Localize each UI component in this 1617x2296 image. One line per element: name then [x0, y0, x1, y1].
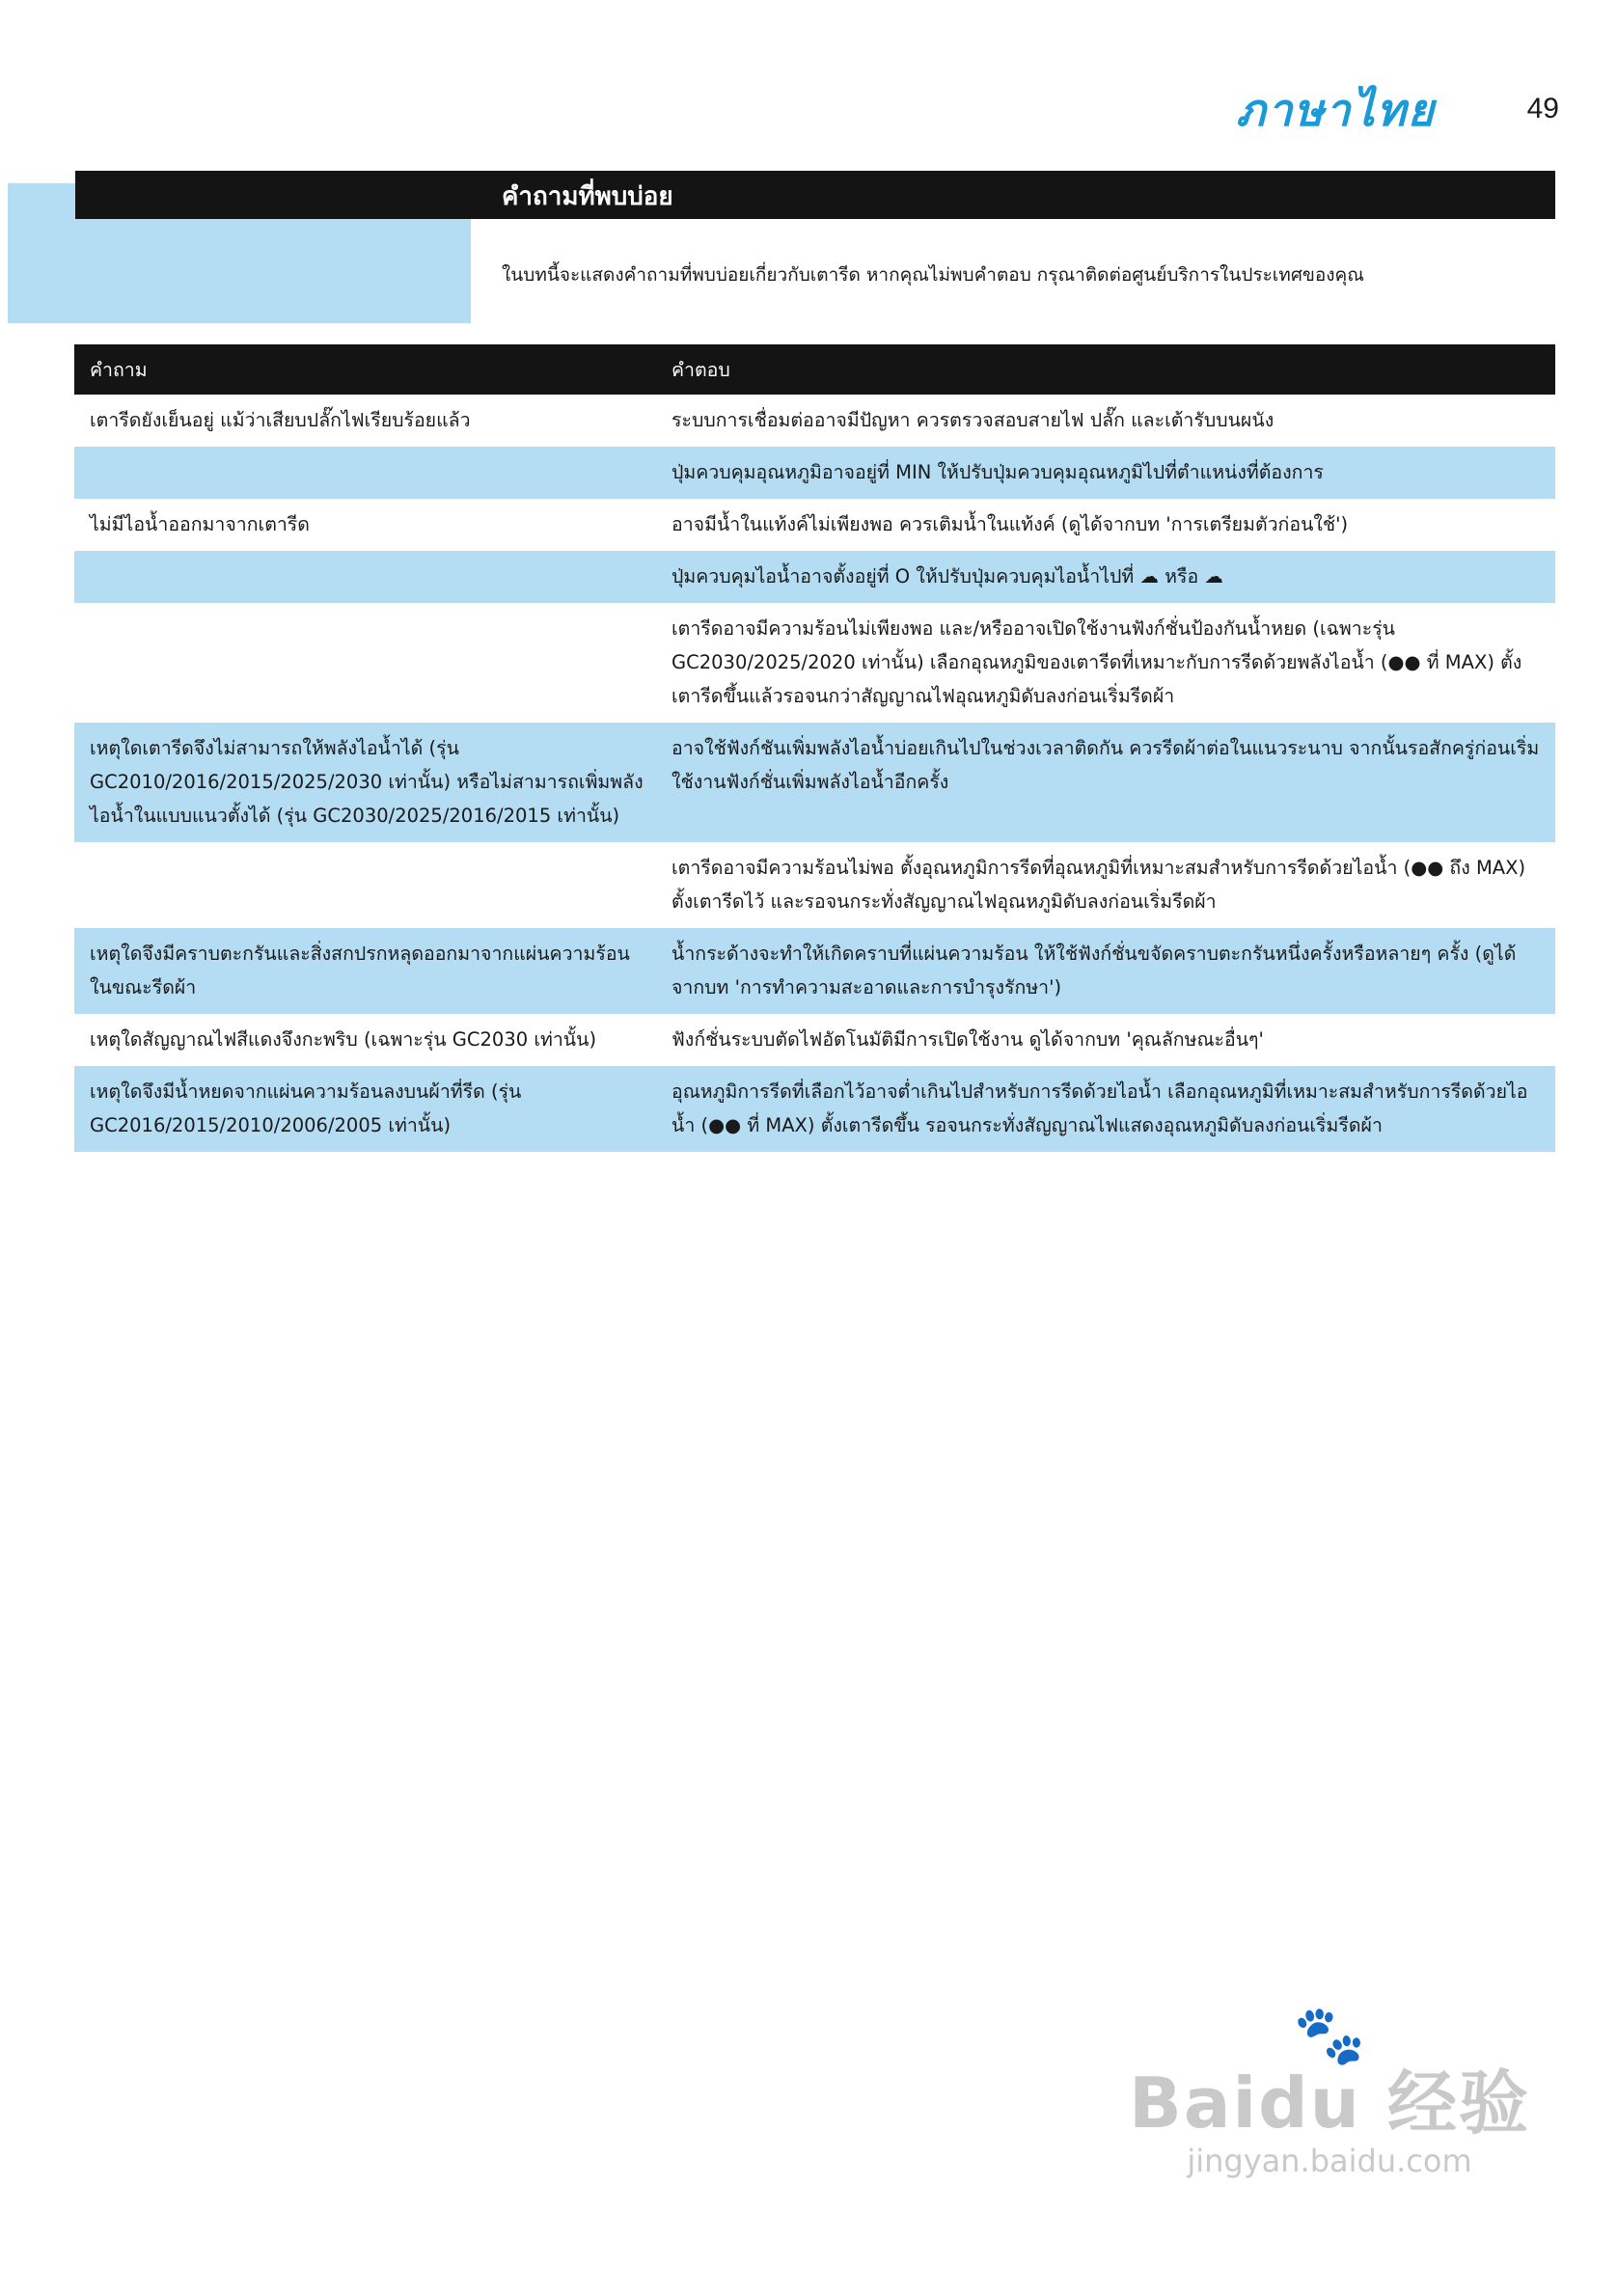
faq-header-row	[74, 344, 1555, 395]
table-row	[74, 551, 1555, 603]
answer-cell: ปุ่มควบคุมไอน้ำอาจตั้งอยู่ที่ O ให้ปรับปุ่มควบคุมไอน้ำไปที่ ☁ หรือ ☁	[656, 551, 1555, 603]
answer-cell: เตารีดอาจมีความร้อนไม่เพียงพอ และ/หรืออาจเปิดใช้งานฟังก์ชั่นป้องกันน้ำหยด (เฉพาะรุ่น GC2030/2025/2020 เท่านั้น) เลือกอุณหภูมิของเตารีดที่เหมาะกับการรีดด้วยพลังไอน้ำ (●● ที่ MAX) ตั้งเตารีดขึ้นแล้วรอจนกว่าสัญญาณไฟอุณหภูมิดับลงก่อนเริ่มรีดผ้า	[656, 603, 1555, 723]
table-row	[74, 1014, 1555, 1066]
faq-body	[74, 395, 1555, 1152]
question-cell: ไม่มีไอน้ำออกมาจากเตารีด	[74, 499, 656, 551]
answer-cell: อุณหภูมิการรีดที่เลือกไว้อาจต่ำเกินไปสำหรับการรีดด้วยไอน้ำ เลือกอุณหภูมิที่เหมาะสมสำหรับการรีดด้วยไอน้ำ (●● ที่ MAX) ตั้งเตารีดขึ้น รอจนกระทั่งสัญญาณไฟแสดงอุณหภูมิดับลงก่อนเริ่มรีดผ้า	[656, 1066, 1555, 1152]
page-number: 49	[1526, 93, 1559, 124]
answer-cell: ระบบการเชื่อมต่ออาจมีปัญหา ควรตรวจสอบสายไฟ ปลั๊ก และเต้ารับบนผนัง	[656, 395, 1555, 447]
table-row	[74, 928, 1555, 1014]
question-column-header: คำถาม	[74, 344, 656, 395]
table-row	[74, 723, 1555, 842]
answer-cell: อาจมีน้ำในแท้งค์ไม่เพียงพอ ควรเติมน้ำในแท้งค์ (ดูได้จากบท 'การเตรียมตัวก่อนใช้')	[656, 499, 1555, 551]
question-cell	[74, 603, 656, 723]
table-row	[74, 1066, 1555, 1152]
table-row	[74, 603, 1555, 723]
question-cell	[74, 551, 656, 603]
question-cell: เหตุใดจึงมีคราบตะกรันและสิ่งสกปรกหลุดออกมาจากแผ่นความร้อนในขณะรีดผ้า	[74, 928, 656, 1014]
table-row	[74, 842, 1555, 928]
question-cell	[74, 447, 656, 499]
question-cell	[74, 842, 656, 928]
answer-cell: ฟังก์ชั่นระบบตัดไฟอัตโนมัติมีการเปิดใช้งาน ดูได้จากบท 'คุณลักษณะอื่นๆ'	[656, 1014, 1555, 1066]
section-header-bar	[75, 171, 1555, 219]
language-title: ภาษาไทย	[1236, 84, 1436, 136]
answer-cell: เตารีดอาจมีความร้อนไม่พอ ตั้งอุณหภูมิการรีดที่อุณหภูมิที่เหมาะสมสำหรับการรีดด้วยไอน้ำ (●● ถึง MAX) ตั้งเตารีดไว้ และรอจนกระทั่งสัญญาณไฟอุณหภูมิดับลงก่อนเริ่มรีดผ้า	[656, 842, 1555, 928]
question-cell: เหตุใดจึงมีน้ำหยดจากแผ่นความร้อนลงบนผ้าที่รีด (รุ่น GC2016/2015/2010/2006/2005 เท่านั้น)	[74, 1066, 656, 1152]
answer-cell: น้ำกระด้างจะทำให้เกิดคราบที่แผ่นความร้อน ให้ใช้ฟังก์ชั่นขจัดคราบตะกรันหนึ่งครั้งหรือหลายๆ ครั้ง (ดูได้จากบท 'การทำความสะอาดและการบำรุงรักษา')	[656, 928, 1555, 1014]
paw-icon: 🐾	[1293, 2002, 1366, 2069]
question-cell: เหตุใดสัญญาณไฟสีแดงจึงกะพริบ (เฉพาะรุ่น GC2030 เท่านั้น)	[74, 1014, 656, 1066]
answer-cell: ปุ่มควบคุมอุณหภูมิอาจอยู่ที่ MIN ให้ปรับปุ่มควบคุมอุณหภูมิไปที่ตำแหน่งที่ต้องการ	[656, 447, 1555, 499]
answer-column-header: คำตอบ	[656, 344, 1555, 395]
section-intro: ในบทนี้จะแสดงคำถามที่พบบ่อยเกี่ยวกับเตารีด หากคุณไม่พบคำตอบ กรุณาติดต่อศูนย์บริการในประเทศของคุณ	[502, 264, 1364, 286]
faq-table	[74, 344, 1555, 1152]
question-cell: เตารีดยังเย็นอยู่ แม้ว่าเสียบปลั๊กไฟเรียบร้อยแล้ว	[74, 395, 656, 447]
watermark-url: jingyan.baidu.com	[1187, 2143, 1472, 2179]
baidu-watermark	[1128, 2002, 1530, 2180]
watermark-logo: Baidu 经验	[1128, 2063, 1530, 2144]
answer-cell: อาจใช้ฟังก์ชันเพิ่มพลังไอน้ำบ่อยเกินไปในช่วงเวลาติดกัน ควรรีดผ้าต่อในแนวระนาบ จากนั้นรอสักครู่ก่อนเริ่มใช้งานฟังก์ชั่นเพิ่มพลังไอน้ำอีกครั้ง	[656, 723, 1555, 842]
question-cell: เหตุใดเตารีดจึงไม่สามารถให้พลังไอน้ำได้ (รุ่น GC2010/2016/2015/2025/2030 เท่านั้น) หรือไม่สามารถเพิ่มพลังไอน้ำในแบบแนวตั้งได้ (รุ่น GC2030/2025/2016/2015 เท่านั้น)	[74, 723, 656, 842]
table-row	[74, 447, 1555, 499]
table-row	[74, 395, 1555, 447]
section-title: คำถามที่พบบ่อย	[502, 182, 673, 211]
table-row	[74, 499, 1555, 551]
